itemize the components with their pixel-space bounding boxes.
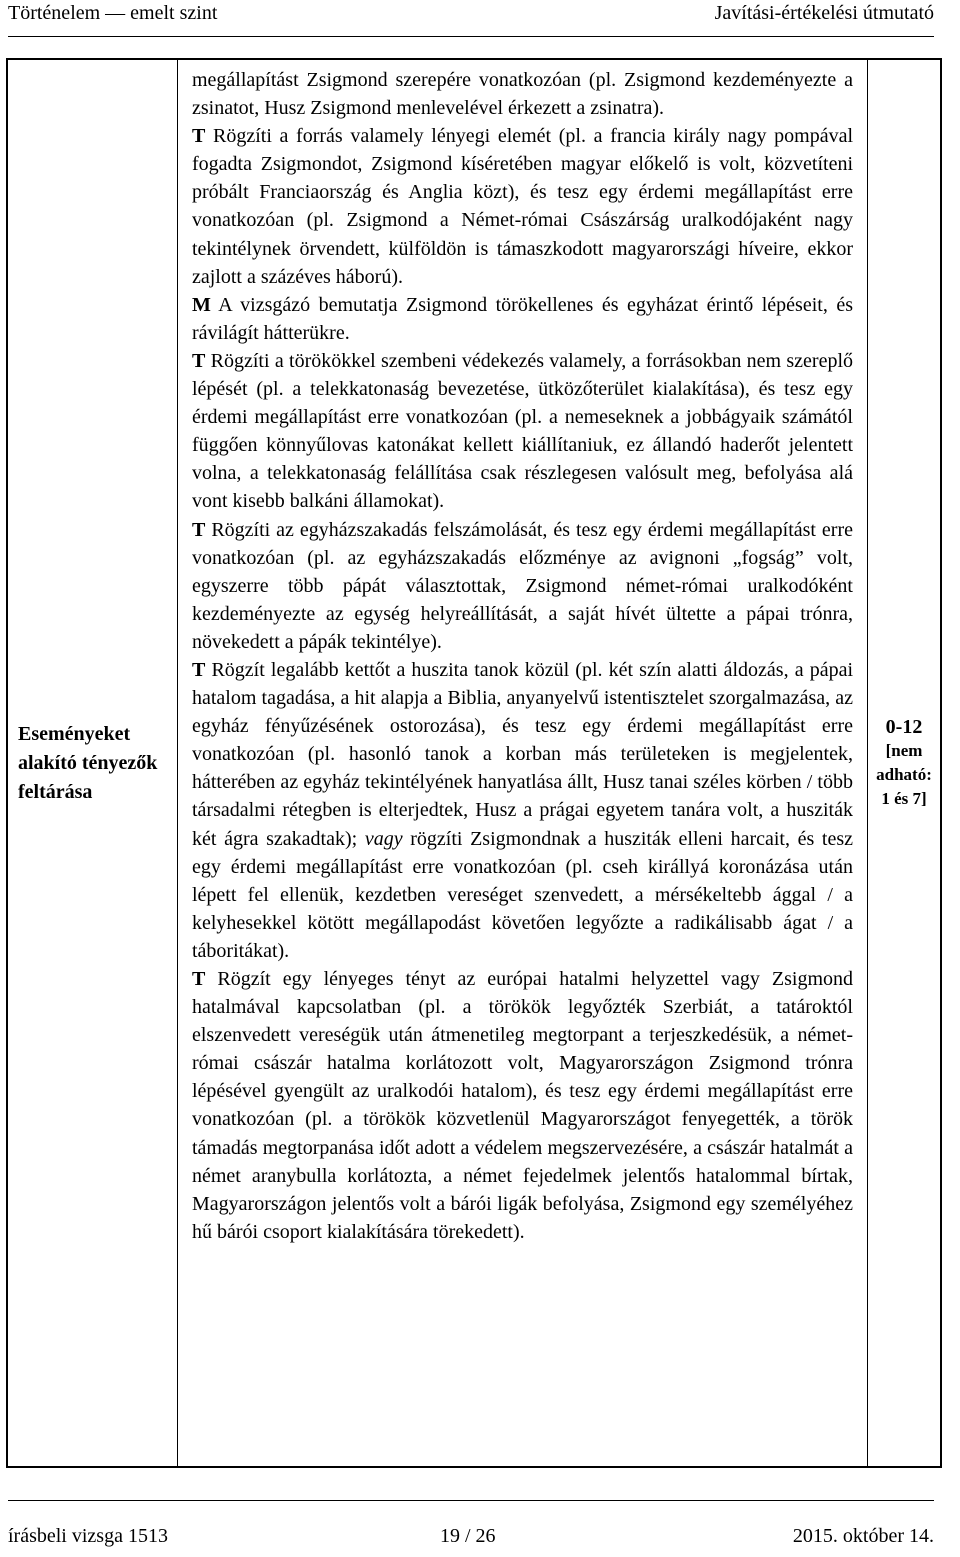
paragraph-1: megállapítást Zsigmond szerepére vonatkozóan (pl. Zsigmond kezdeményezte a zsinatot, Husz Zsigmond menlevelével érkezett a zsinatra). [192,69,853,120]
paragraph-3: M A vizsgázó bemutatja Zsigmond törökellenes és egyházat érintő lépéseit, és rávilágít hátterükre. [192,293,853,344]
paragraph-6: T Rögzít legalább kettőt a huszita tanok közül (pl. két szín alatti áldozás, a pápai hatalom tagadása, a hit alapja a Biblia, anyanyelvű istentisztelet szorgalmazása, az egyház fényűzésének ostorozása), és tesz egy érdemi megállapítást erre vonatkozóan (pl. hasonló tanok a korban más területeken is megjelentek, hátterében az egyház tekintélyének hanyatlása állt, Husz tanai széles körben / több társadalmi rétegben is elterjedtek, Husz a prágai egyetem tanára volt, a husziták két ágra szakadtak); vagy rögzíti Zsigmondnak a husziták elleni harcait, és tesz egy érdemi megállapítást erre vonatkozóan (pl. cseh királlyá koronázása után lépett fel ellenük, kezdetben vereséget szenvedett, a mérsékeltebb ággal / a kelyhesekkel kötött megállapodást követően legyőzte a radikálisabb ágat / a táboritákat). [192,658,853,962]
mark-letter: T [192,125,206,148]
header-doc-type: Javítási-értékelési útmutató [714,2,934,24]
mark-letter: T [192,518,206,541]
footer-date: 2015. október 14. [792,1525,934,1547]
score-range: 0-12 [885,716,923,738]
mark-letter: M [192,293,211,316]
paragraph-2: T Rögzíti a forrás valamely lényegi elemét (pl. a francia király nagy pompával fogadta Zsigmondot, Zsigmond kíséretében magyar előkelő is volt, közvetíteni próbált Franciaország és Anglia közt), és tesz egy érdemi megállapítást erre vonatkozóan (pl. Zsigmond a Német-római Császárság uralkodójaként nagy tekintélynek örvendett, külföldön is támaszkodott magyarországi híveire, ekkor zajlott a százéves háború). [192,125,854,288]
mark-letter: T [192,349,206,372]
paragraph-7: T Rögzít egy lényeges tényt az európai hatalmi helyzettel vagy Zsigmond hatalmával kapcsolatban (pl. a törökök legyőzték Szerbiát, a tatároktól elszenvedett vereségük után átmenetileg megtorpant a terjeszkedésük, a német-római császár hatalma korlátozott volt, Magyarországon Zsigmond trónra lépésével gyengült az uralkodói hatalom), és tesz egy érdemi megállapítást erre vonatkozóan (pl. a törökök közvetlenül Magyarországot fenyegették, a török támadás megtorpanása időt adott a védelem megszervezésére, a császár hatalmát a német aranybulla korlátozta, a német fejedelmek jelentős hatalommal bírtak, Magyarországon jelentős volt a bárói ligák befolyása, Zsigmond egy személyéhez hű bárói csoport kialakítására törekedett). [192,968,853,1243]
page-footer [8,1500,934,1547]
mark-letter: T [192,658,206,681]
footer-page-number: 19 / 26 [440,1525,496,1547]
criterion-cell [8,60,178,1466]
alternative-word: vagy [364,827,403,850]
description-cell [178,60,868,1466]
criterion-label: Eseményeket alakító tényezők feltárása [18,722,158,803]
grading-table [6,58,942,1468]
mark-letter: T [192,968,206,990]
score-cell [868,60,940,1466]
page-header [8,0,934,37]
score-note: [nem adható: 1 és 7] [876,741,932,808]
paragraph-4: T Rögzíti a törökökkel szembeni védekezés valamely, a forrásokban nem szereplő lépését (pl. a telekkatonaság bevezetése, ütközőterület kialakítása), és tesz egy érdemi megállapítást erre vonatkozóan (pl. a nemeseknek a jobbágyaik számától függően könnyűlovas katonákat kellett kiállítaniuk, ez állandó haderőt jelentett volna, a telekkatonaság felállítása csak részlegesen valósult meg, befolyása alá vont kisebb balkáni államokat). [192,349,853,513]
header-subject: Történelem — emelt szint [8,2,218,24]
footer-exam-code: írásbeli vizsga 1513 [8,1525,168,1547]
paragraph-5: T Rögzíti az egyházszakadás felszámolását, és tesz egy érdemi megállapítást erre vonatkozóan (pl. az egyházszakadás előzménye az avignoni „fogság” volt, egyszerre több pápát választottak, Zsigmond német-római uralkodóként kezdeményezte az egység helyreállítását, a saját hívét ültette a pápai trónra, növekedett a pápák tekintélye). [192,518,854,653]
